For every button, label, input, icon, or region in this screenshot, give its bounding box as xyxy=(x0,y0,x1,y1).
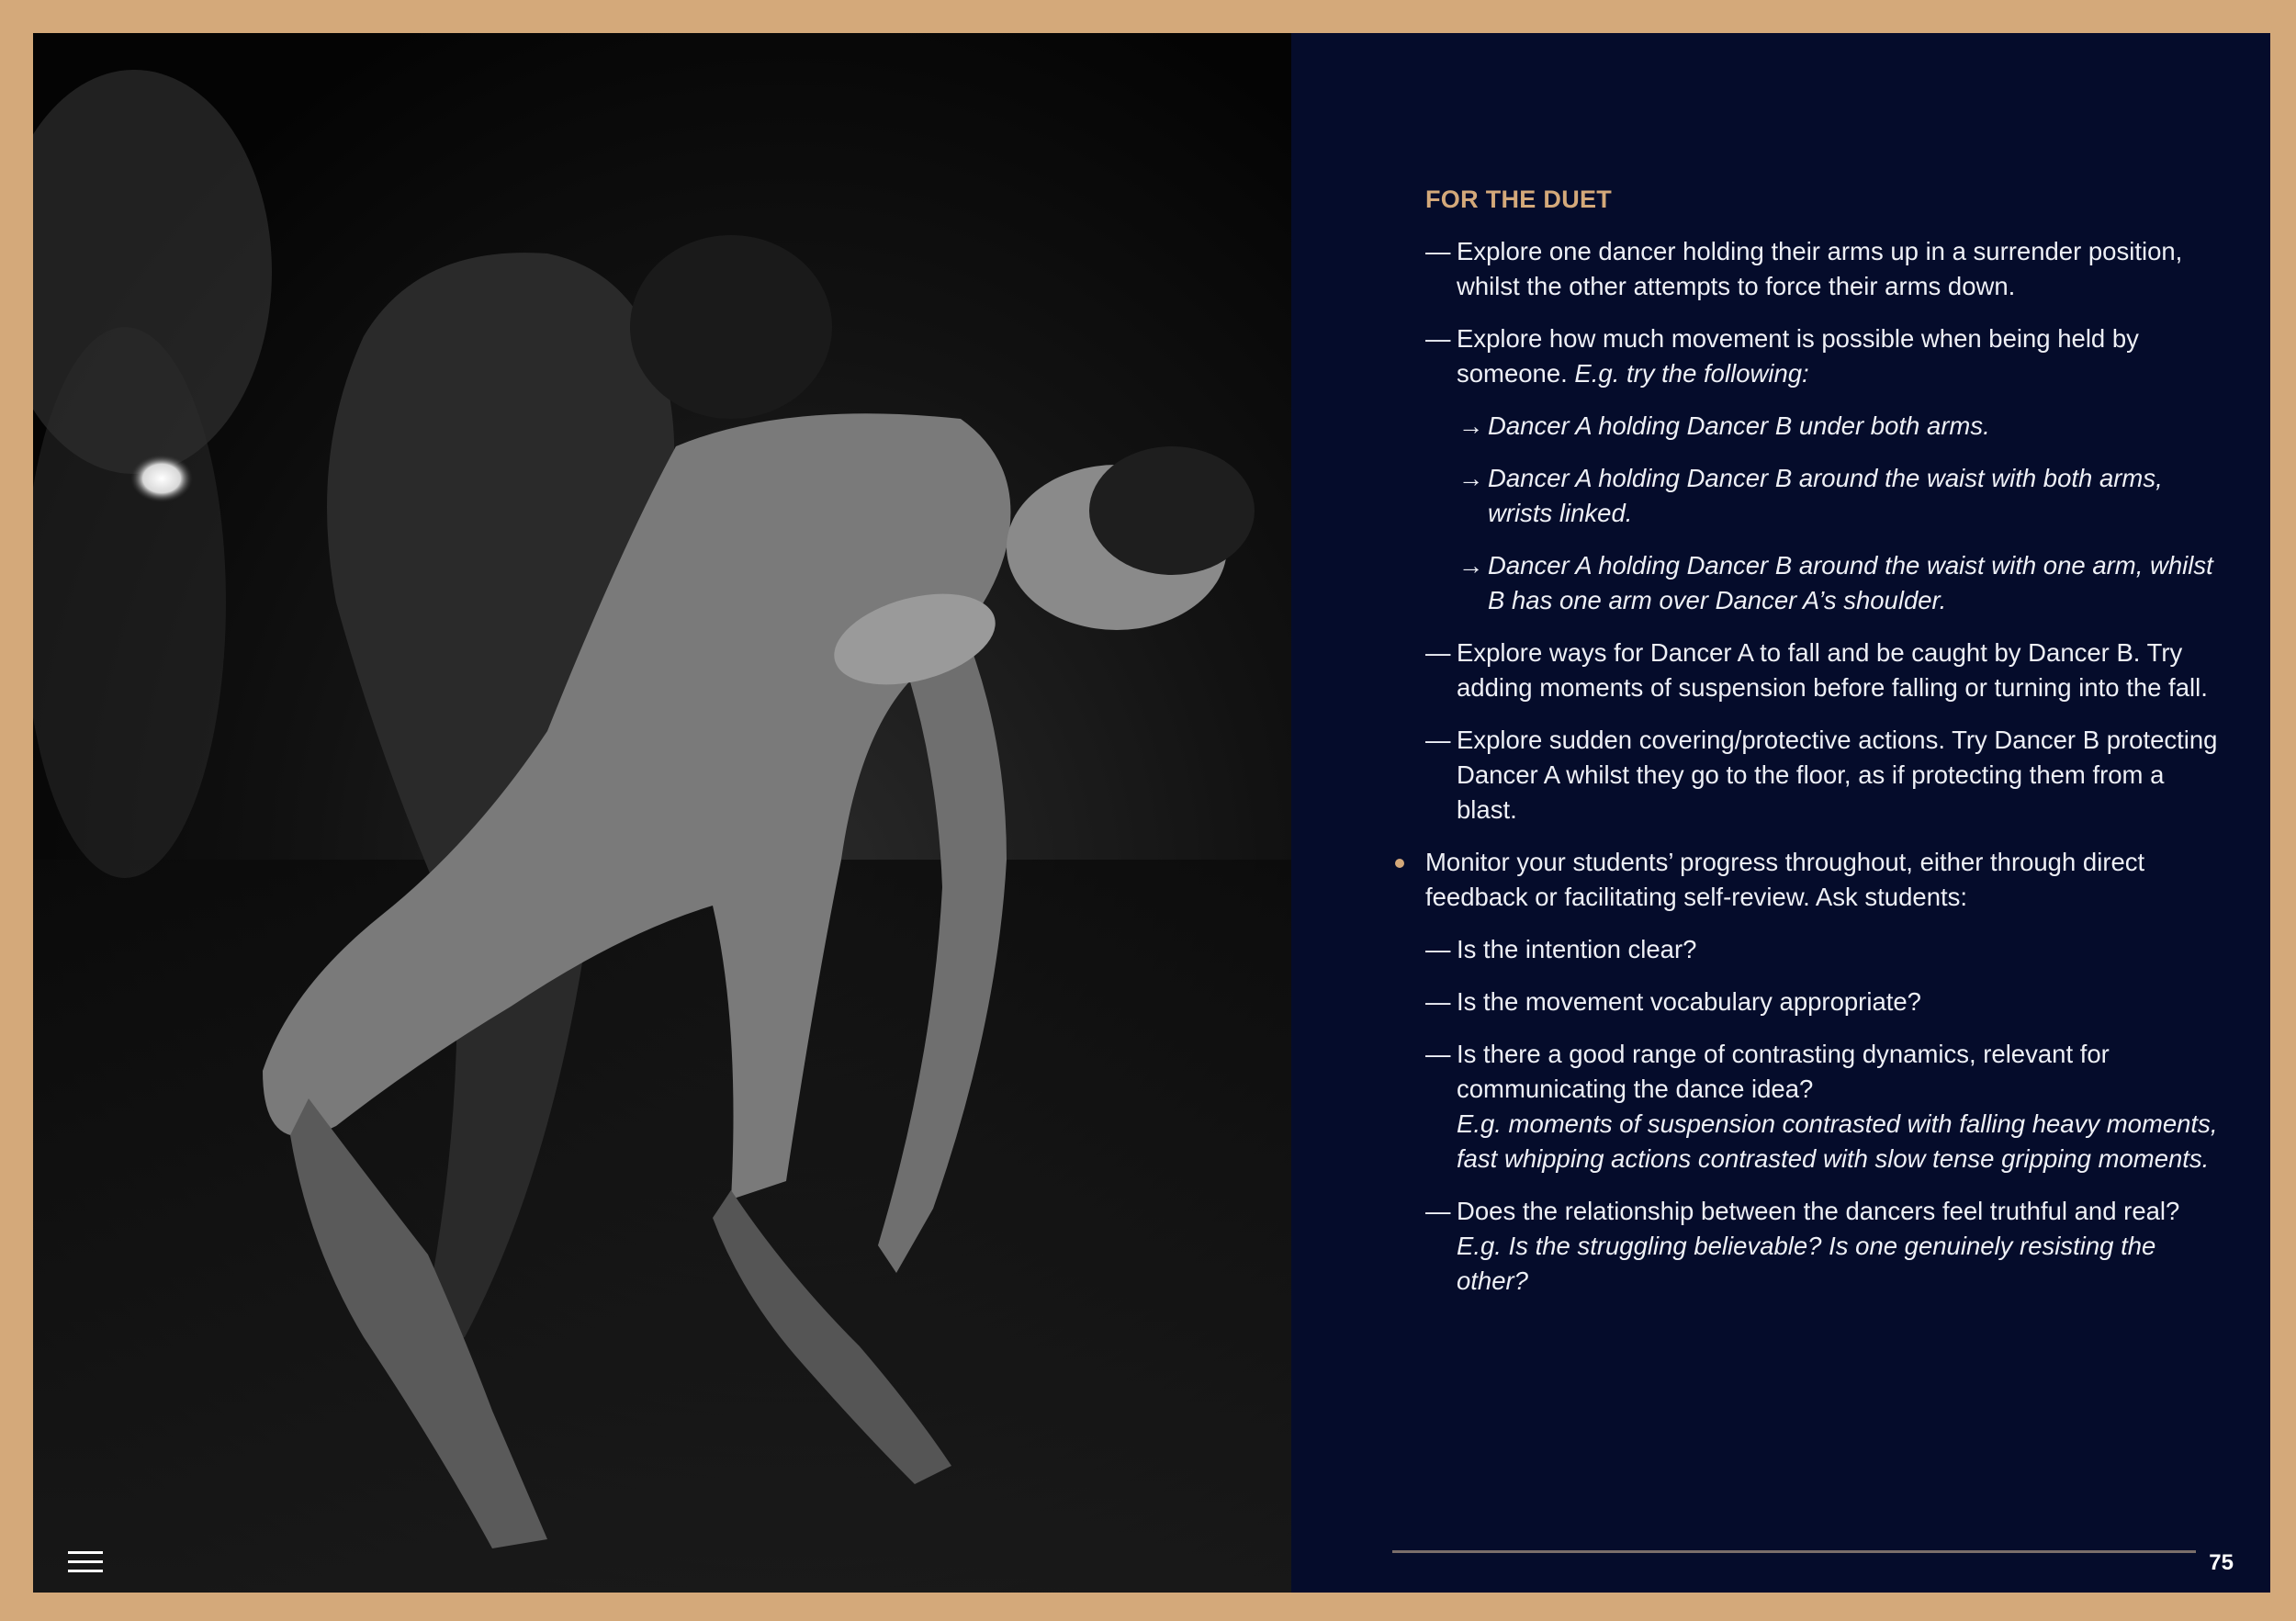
section-heading: FOR THE DUET xyxy=(1425,186,1613,213)
dancers-photo xyxy=(33,33,1291,1593)
bullet-item: Monitor your students’ progress throughout, either through direct feedback or facilitating self-review. Ask students: xyxy=(1392,845,2219,915)
list-item: — Explore ways for Dancer A to fall and be caught by Dancer B. Try adding moments of suspension before falling or turning into the fall. xyxy=(1392,636,2219,705)
list-item: — Is there a good range of contrasting dynamics, relevant for communicating the dance idea? E.g. moments of suspension contrasted with falling heavy moments, fast whipping actions contrasted with slow tense gripping moments. xyxy=(1392,1037,2219,1176)
footer-divider xyxy=(1392,1550,2196,1553)
document-spread xyxy=(33,33,2270,1593)
list-item: — Explore how much movement is possible when being held by someone. E.g. try the following: xyxy=(1392,321,2219,391)
list-item: — Explore sudden covering/protective actions. Try Dancer B protecting Dancer A whilst they go to the floor, as if protecting them from a blast. xyxy=(1392,723,2219,827)
list-item: — Explore one dancer holding their arms up in a surrender position, whilst the other attempts to force their arms down. xyxy=(1392,234,2219,304)
list-item: — Is the intention clear? xyxy=(1392,932,2219,967)
content-list xyxy=(1392,234,2219,1316)
list-item: → Dancer A holding Dancer B around the waist with one arm, whilst B has one arm over Dancer A’s shoulder. xyxy=(1392,548,2219,618)
page-number: 75 xyxy=(2209,1550,2234,1575)
dancers-illustration xyxy=(33,33,1291,1593)
list-item: → Dancer A holding Dancer B under both arms. xyxy=(1392,409,2219,444)
list-item: — Does the relationship between the dancers feel truthful and real? E.g. Is the struggling believable? Is one genuinely resisting the other? xyxy=(1392,1194,2219,1299)
list-item: → Dancer A holding Dancer B around the waist with both arms, wrists linked. xyxy=(1392,461,2219,531)
text-panel xyxy=(1291,33,2270,1593)
hamburger-menu-icon[interactable] xyxy=(68,1551,105,1575)
list-item: — Is the movement vocabulary appropriate? xyxy=(1392,985,2219,1019)
